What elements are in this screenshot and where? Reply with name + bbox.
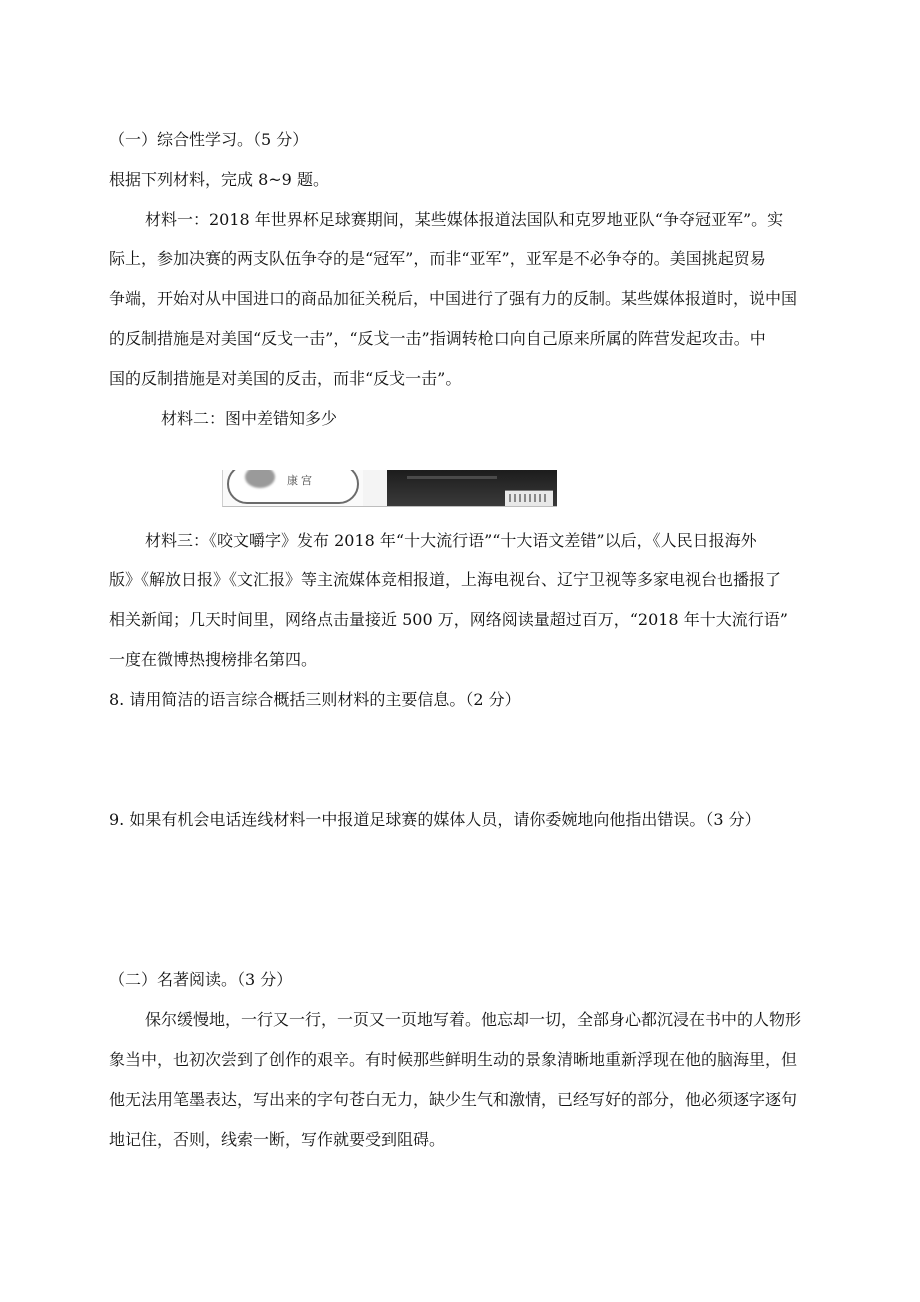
material3-line-4: 一度在微博热搜榜排名第四。 (109, 650, 318, 669)
figure-streak (407, 476, 497, 479)
question-8: 8. 请用简洁的语言综合概括三则材料的主要信息。（2 分） (109, 690, 521, 709)
material3-line-1: 材料三：《咬文嚼字》发布 2018 年“十大流行语”“十大语文差错”以后，《人民日报海外 (145, 531, 757, 550)
section2-heading: （二）名著阅读。（3 分） (109, 970, 293, 989)
material1-line-5: 国的反制措施是对美国的反击，而非“反戈一击”。 (109, 369, 462, 388)
question-9: 9. 如果有机会电话连线材料一中报道足球赛的媒体人员，请你委婉地向他指出错误。（3 分） (109, 810, 761, 829)
figure-left-panel (223, 470, 363, 506)
section2-line-1: 保尔缓慢地，一行又一行，一页又一页地写着。他忘却一切，全部身心都沉浸在书中的人物形 (145, 1010, 802, 1029)
material2-figure (222, 470, 557, 507)
section1-intro: 根据下列材料，完成 8~9 题。 (109, 170, 329, 189)
material1-line-4: 的反制措施是对美国“反戈一击”，“反戈一击”指调转枪口向自己原来所属的阵营发起攻击。中 (109, 329, 766, 348)
section2-line-4: 地记住，否则，线索一断，写作就要受到阻碍。 (109, 1130, 446, 1149)
material2-title: 材料二：图中差错知多少 (161, 409, 338, 428)
material1-line-2: 际上，参加决赛的两支队伍争夺的是“冠军”，而非“亚军”，亚军是不必争夺的。美国挑起贸易 (109, 249, 766, 268)
figure-right-panel (387, 470, 557, 506)
section2-line-2: 象当中，也初次尝到了创作的艰辛。有时候那些鲜明生动的景象清晰地重新浮现在他的脑海里，但 (109, 1050, 798, 1069)
section2-line-3: 他无法用笔墨表达，写出来的字句苍白无力，缺少生气和激情，已经写好的部分，他必须逐字逐句 (109, 1090, 798, 1109)
material3-line-2: 版》《解放日报》《文汇报》等主流媒体竞相报道，上海电视台、辽宁卫视等多家电视台也播报了 (109, 570, 782, 589)
figure-stripes (509, 494, 549, 502)
material1-line-1: 材料一：2018 年世界杯足球赛期间，某些媒体报道法国队和克罗地亚队“争夺冠亚军”。实 (145, 210, 784, 229)
figure-caption-text: 康宫 (287, 474, 315, 487)
material1-line-3: 争端，开始对从中国进口的商品加征关税后，中国进行了强有力的反制。某些媒体报道时，说中国 (109, 289, 798, 308)
material3-line-3: 相关新闻；几天时间里，网络点击量接近 500 万，网络阅读量超过百万，“2018 年十大流行语” (109, 610, 788, 629)
section1-heading: （一）综合性学习。（5 分） (109, 130, 309, 149)
